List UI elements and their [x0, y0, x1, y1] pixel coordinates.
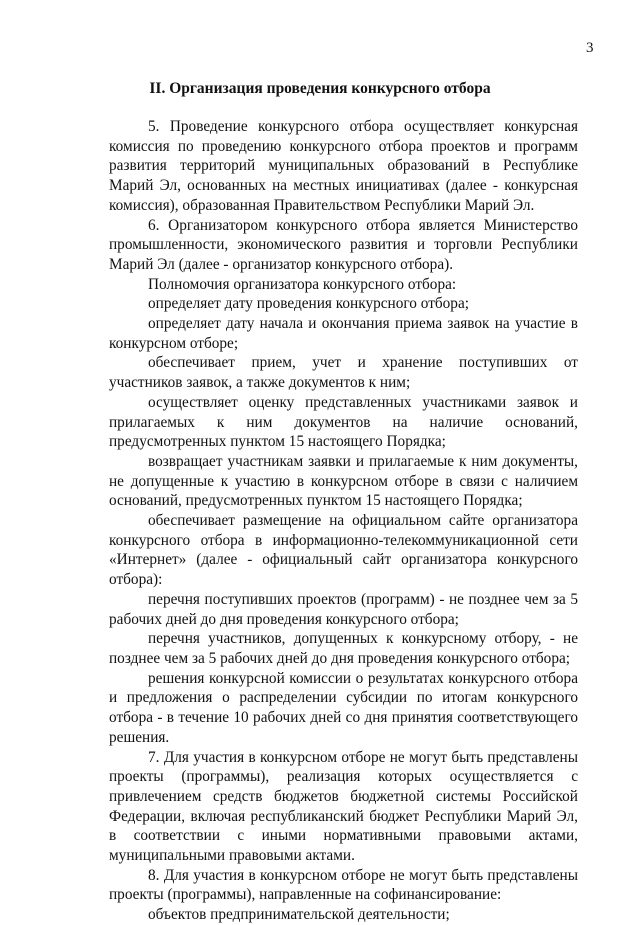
publication-item: перечня участников, допущенных к конкурсному отбору, - не позднее чем за 5 рабочих дней до дня проведения конкурсного отбора; — [109, 630, 578, 667]
paragraph-8: 8. Для участия в конкурсном отборе не могут быть представлены проекты (программы), направленные на софинансирование: — [109, 866, 578, 904]
power-item: определяет дату проведения конкурсного отбора; — [148, 295, 469, 313]
page-number: 3 — [586, 40, 594, 56]
document-body — [109, 117, 578, 925]
paragraph-5: 5. Проведение конкурсного отбора осуществляет конкурсная комиссия по проведению конкурсного отбора проектов и программ развития территорий муниципальных образований в Республике Марий Эл, основанных на местных инициативах (далее - конкурсная комиссия), образованная Правительством Республики Марий Эл. — [109, 118, 578, 214]
cofinancing-item: объектов предпринимательской деятельности; — [148, 906, 450, 924]
publication-item: перечня поступивших проектов (программ) - не позднее чем за 5 рабочих дней до дня проведения конкурсного отбора; — [109, 590, 578, 628]
power-item: обеспечивает прием, учет и хранение поступивших от участников заявок, а также документов к ним; — [109, 354, 578, 392]
paragraph-7: 7. Для участия в конкурсном отборе не могут быть представлены проекты (программы), реализация которых осуществляется с привлечением средств бюджетов бюджетной системы Российской Федерации, включая республиканский бюджет Республики Марий Эл, в соответствии с иными нормативными правовыми актами, муниципальными правовыми актами. — [109, 748, 578, 865]
power-item: осуществляет оценку представленных участниками заявок и прилагаемых к ним документов на наличие оснований, предусмотренных пунктом 15 настоящего Порядка; — [109, 393, 578, 451]
section-title: II. Организация проведения конкурсного отбора — [149, 80, 491, 97]
power-item: возвращает участникам заявки и прилагаемые к ним документы, не допущенные к участию в конкурсном отборе в связи с наличием оснований, предусмотренных пунктом 15 настоящего Порядка; — [109, 452, 578, 510]
powers-heading: Полномочия организатора конкурсного отбора: — [148, 275, 457, 293]
power-item: обеспечивает размещение на официальном сайте организатора конкурсного отбора в информационно-телекоммуникационной сети «Интернет» (далее - официальный сайт организатора конкурсного отбора): — [109, 512, 578, 589]
publication-item: решения конкурсной комиссии о результатах конкурсного отбора и предложения о распределении субсидии по итогам конкурсного отбора - в течение 10 рабочих дней со дня принятия соответствующего решения. — [109, 669, 578, 746]
power-item: определяет дату начала и окончания приема заявок на участие в конкурсном отборе; — [109, 315, 578, 352]
paragraph-6: 6. Организатором конкурсного отбора является Министерство промышленности, экономического развития и торговли Республики Марий Эл (далее - организатор конкурсного отбора). — [109, 216, 578, 273]
